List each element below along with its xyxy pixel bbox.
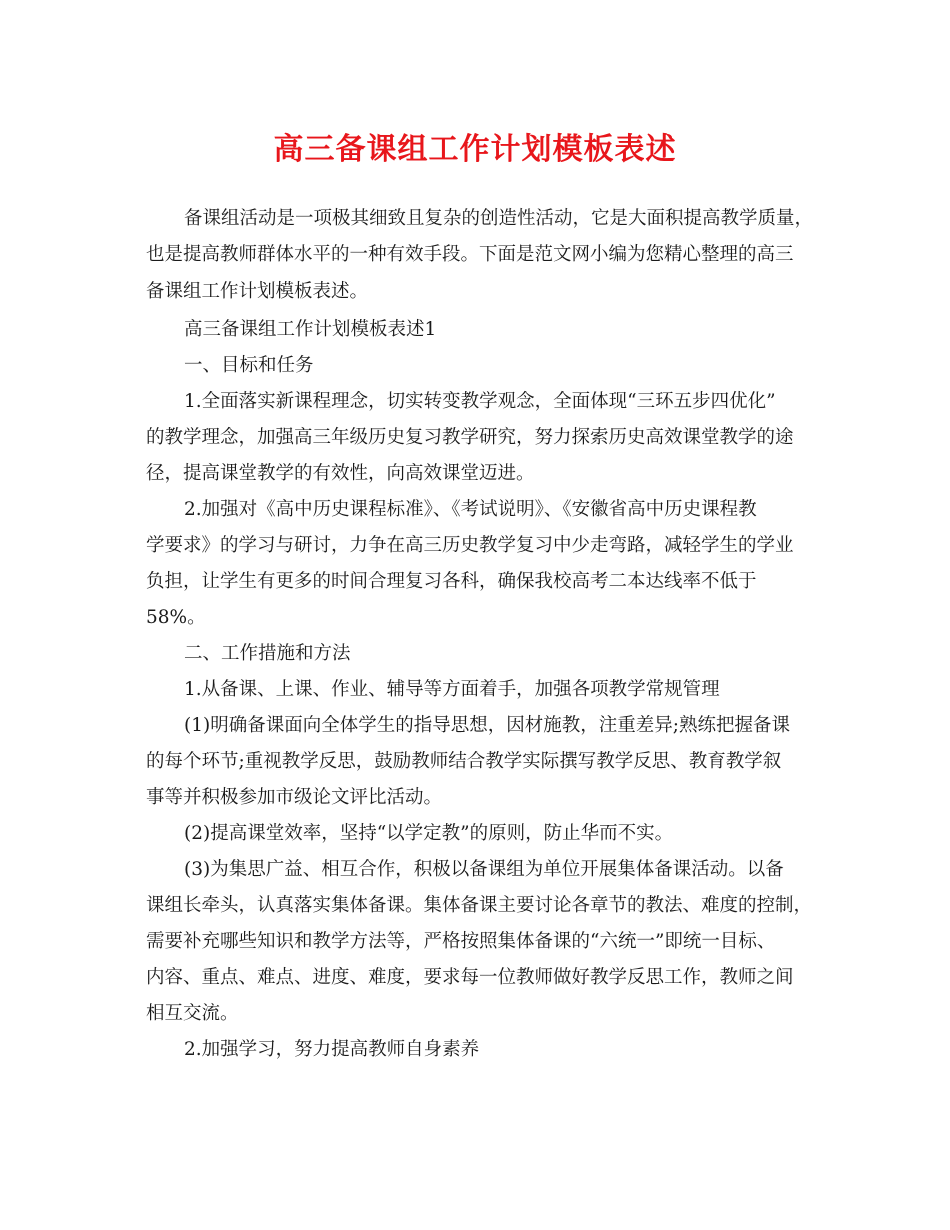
measure-1-heading: 1.从备课、上课、作业、辅导等方面着手，加强各项教学常规管理 bbox=[184, 679, 720, 700]
goal-1-line-3: 径，提高课堂教学的有效性，向高效课堂迈进。 bbox=[146, 463, 535, 484]
measure-1-3-line-2: 课组长牵头，认真落实集体备课。集体备课主要讨论各章节的教法、难度的控制， bbox=[146, 895, 813, 916]
goal-2-line-1: 2.加强对《高中历史课程标准》、《考试说明》、《安徽省高中历史课程教 bbox=[184, 499, 757, 520]
goal-1-line-2: 的教学理念，加强高三年级历史复习教学研究，努力探索历史高效课堂教学的途 bbox=[146, 427, 794, 448]
measure-2-heading: 2.加强学习，努力提高教师自身素养 bbox=[184, 1039, 480, 1060]
intro-line-2: 也是提高教师群体水平的一种有效手段。下面是范文网小编为您精心整理的高三 bbox=[146, 244, 794, 265]
measure-1-1-line-1: (1)明确备课面向全体学生的指导思想，因材施教，注重差异;熟练把握备课 bbox=[184, 715, 790, 736]
goal-2-line-3: 负担，让学生有更多的时间合理复习各科，确保我校高考二本达线率不低于 bbox=[146, 571, 757, 592]
measure-1-1-line-2: 的每个环节;重视教学反思，鼓励教师结合教学实际撰写教学反思、教育教学叙 bbox=[146, 751, 782, 772]
measure-1-1-line-3: 事等并积极参加市级论文评比活动。 bbox=[146, 787, 443, 808]
goal-2-line-4: 58%。 bbox=[146, 607, 206, 628]
intro-line-3: 备课组工作计划模板表述。 bbox=[146, 281, 369, 302]
measure-1-3-line-5: 相互交流。 bbox=[146, 1003, 239, 1024]
goal-2-line-2: 学要求》的学习与研讨，力争在高三历史教学复习中少走弯路，减轻学生的学业 bbox=[146, 535, 794, 556]
section-heading-plan-1: 高三备课组工作计划模板表述1 bbox=[184, 319, 437, 340]
measure-1-3-line-1: (3)为集思广益、相互合作，积极以备课组为单位开展集体备课活动。以备 bbox=[184, 859, 784, 880]
heading-goals-tasks: 一、目标和任务 bbox=[184, 355, 314, 376]
document-title: 高三备课组工作计划模板表述 bbox=[273, 132, 677, 167]
goal-1-line-1: 1.全面落实新课程理念，切实转变教学观念，全面体现“三环五步四优化” bbox=[184, 391, 776, 412]
heading-measures-methods: 二、工作措施和方法 bbox=[184, 643, 351, 664]
measure-1-3-line-4: 内容、重点、难点、进度、难度，要求每一位教师做好教学反思工作，教师之间 bbox=[146, 967, 794, 988]
measure-1-2-line-1: (2)提高课堂效率，坚持“以学定教”的原则，防止华而不实。 bbox=[184, 823, 674, 844]
intro-line-1: 备课组活动是一项极其细致且复杂的创造性活动，它是大面积提高教学质量， bbox=[184, 208, 814, 229]
measure-1-3-line-3: 需要补充哪些知识和教学方法等，严格按照集体备课的“六统一”即统一目标、 bbox=[146, 931, 776, 952]
